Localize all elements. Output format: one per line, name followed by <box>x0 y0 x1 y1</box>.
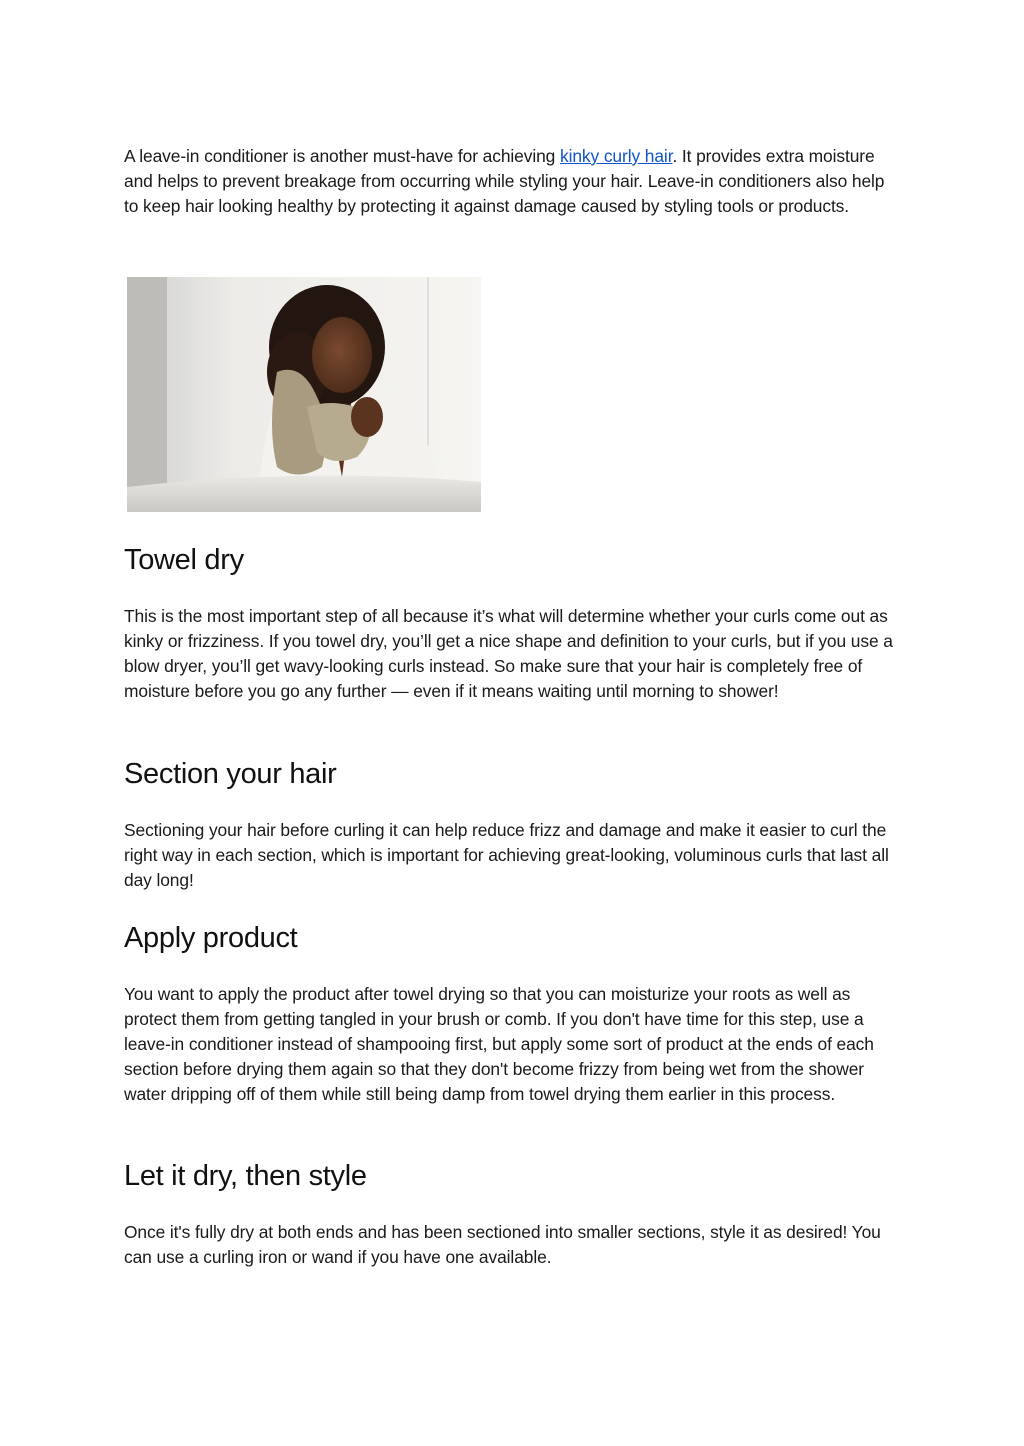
apply-product-paragraph: You want to apply the product after towel drying so that you can moisturize your roots as well as protect them from getting tangled in your brush or comb. If you don't have time for this step, use a leave-in conditioner instead of shampooing first, but apply some sort of product at the ends of each section before drying them again so that they don't become frizzy from being wet from the shower water dripping off of them while still being damp from towel drying them earlier in this process. <box>124 984 874 1104</box>
let-it-dry-paragraph: Once it's fully dry at both ends and has been sectioned into smaller sections, style it as desired! You can use a curling iron or wand if you have one available. <box>124 1222 881 1267</box>
intro-text-before-link: A leave-in conditioner is another must-have for achieving <box>124 146 560 166</box>
intro-paragraph <box>124 144 900 219</box>
section-your-hair-paragraph: Sectioning your hair before curling it can help reduce frizz and damage and make it easier to curl the right way in each section, which is important for achieving great-looking, voluminous curls that last all day long! <box>124 820 889 890</box>
intro-text-after-link: . It provides extra moisture and helps to prevent breakage from occurring while styling your hair. Leave-in conditioners also help to keep hair looking healthy by protecting it against damage caused by styling tools or products. <box>124 146 885 216</box>
towel-dry-heading: Towel dry <box>124 544 244 576</box>
let-it-dry-heading: Let it dry, then style <box>124 1160 367 1192</box>
towel-dry-paragraph: This is the most important step of all because it’s what will determine whether your curls come out as kinky or frizziness. If you towel dry, you’ll get a nice shape and definition to your curls, but if you use a blow dryer, you’ll get wavy-looking curls instead. So make sure that your hair is completely free of moisture before you go any further — even if it means waiting until morning to shower! <box>124 606 893 701</box>
woman-towel-drying-hair-photo <box>127 277 481 512</box>
apply-product-heading: Apply product <box>124 922 298 954</box>
section-your-hair-heading: Section your hair <box>124 758 337 790</box>
photo-illustration <box>127 277 481 512</box>
kinky-curly-hair-link[interactable]: kinky curly hair <box>559 146 673 166</box>
